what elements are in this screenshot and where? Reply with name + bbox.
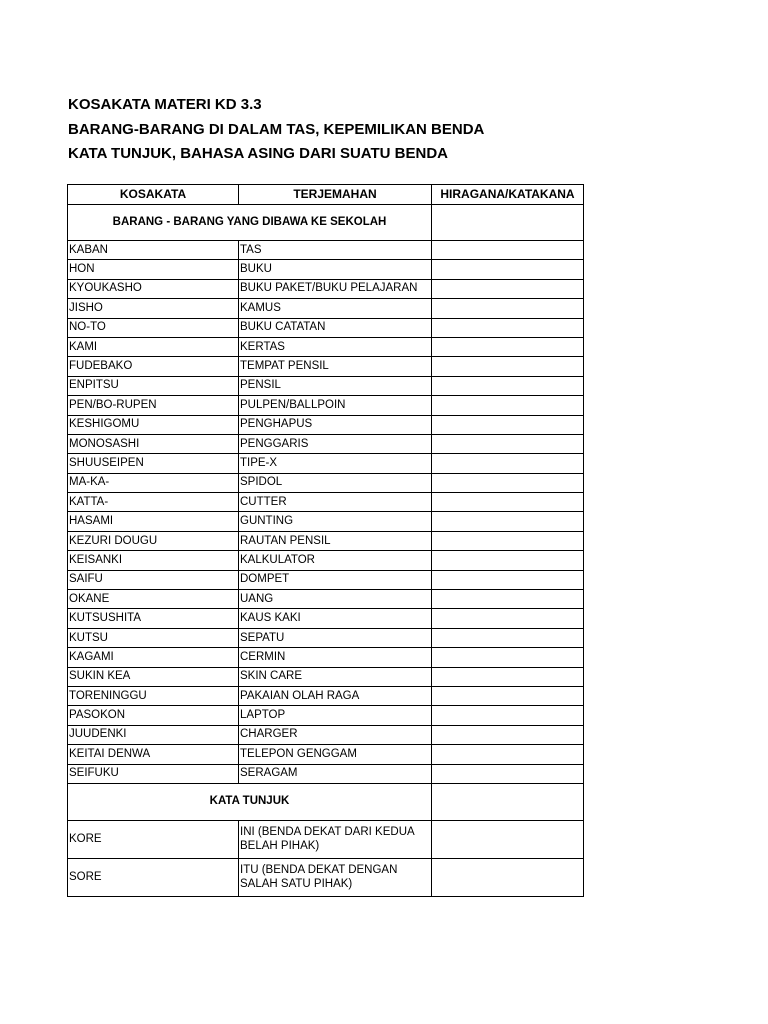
hiragana-cell: [432, 454, 584, 473]
table-row: [68, 764, 584, 783]
hiragana-cell: [432, 376, 584, 395]
terjemahan-cell: INI (BENDA DEKAT DARI KEDUA BELAH PIHAK): [239, 820, 432, 858]
hiragana-cell: [432, 473, 584, 492]
table-row: [68, 299, 584, 318]
table-row: [68, 512, 584, 531]
document-title-block: [68, 93, 484, 167]
terjemahan-cell: SKIN CARE: [239, 667, 432, 686]
kosakata-cell: KABAN: [68, 241, 239, 260]
table-row: [68, 706, 584, 725]
hiragana-cell: [432, 299, 584, 318]
table-row: [68, 337, 584, 356]
terjemahan-cell: TELEPON GENGGAM: [239, 745, 432, 764]
table-row: [68, 376, 584, 395]
terjemahan-cell: LAPTOP: [239, 706, 432, 725]
terjemahan-cell: TAS: [239, 241, 432, 260]
table-row: [68, 279, 584, 298]
terjemahan-cell: BUKU PAKET/BUKU PELAJARAN: [239, 279, 432, 298]
kosakata-cell: KAGAMI: [68, 648, 239, 667]
header-kosakata: KOSAKATA: [68, 185, 239, 205]
hiragana-cell: [432, 551, 584, 570]
header-hiragana-katakana: HIRAGANA/KATAKANA: [432, 185, 584, 205]
terjemahan-cell: BUKU CATATAN: [239, 318, 432, 337]
kosakata-cell: SHUUSEIPEN: [68, 454, 239, 473]
hiragana-cell: [432, 531, 584, 550]
kosakata-cell: SEIFUKU: [68, 764, 239, 783]
kosakata-cell: OKANE: [68, 590, 239, 609]
kosakata-cell: MONOSASHI: [68, 434, 239, 453]
table-row: [68, 531, 584, 550]
document-title-line-1: KOSAKATA MATERI KD 3.3: [68, 96, 262, 113]
hiragana-cell: [432, 396, 584, 415]
hiragana-cell: [432, 745, 584, 764]
table-row: [68, 609, 584, 628]
kosakata-cell: KORE: [68, 820, 239, 858]
terjemahan-cell: PULPEN/BALLPOIN: [239, 396, 432, 415]
hiragana-cell: [432, 512, 584, 531]
kosakata-cell: KEISANKI: [68, 551, 239, 570]
kosakata-cell: PASOKON: [68, 706, 239, 725]
terjemahan-cell: PENSIL: [239, 376, 432, 395]
table-row: [68, 570, 584, 589]
terjemahan-cell: SERAGAM: [239, 764, 432, 783]
table-row: [68, 260, 584, 279]
kosakata-cell: FUDEBAKO: [68, 357, 239, 376]
section-row-barang: [68, 205, 584, 241]
kosakata-cell: NO-TO: [68, 318, 239, 337]
kosakata-cell: KEZURI DOUGU: [68, 531, 239, 550]
hiragana-cell: [432, 609, 584, 628]
terjemahan-cell: SEPATU: [239, 628, 432, 647]
hiragana-cell: [432, 590, 584, 609]
terjemahan-cell: SPIDOL: [239, 473, 432, 492]
terjemahan-cell: CUTTER: [239, 493, 432, 512]
terjemahan-cell: PENGHAPUS: [239, 415, 432, 434]
table-row: [68, 396, 584, 415]
kosakata-cell: KATTA-: [68, 493, 239, 512]
kosakata-cell: KAMI: [68, 337, 239, 356]
section-title-barang: BARANG - BARANG YANG DIBAWA KE SEKOLAH: [68, 205, 432, 241]
terjemahan-cell: UANG: [239, 590, 432, 609]
table-row: [68, 318, 584, 337]
kosakata-cell: MA-KA-: [68, 473, 239, 492]
table-row: [68, 434, 584, 453]
table-row: [68, 493, 584, 512]
table-body: [68, 205, 584, 897]
terjemahan-cell: GUNTING: [239, 512, 432, 531]
table-row: [68, 454, 584, 473]
hiragana-cell: [432, 628, 584, 647]
terjemahan-cell: PENGGARIS: [239, 434, 432, 453]
table-row: [68, 357, 584, 376]
terjemahan-cell: PAKAIAN OLAH RAGA: [239, 686, 432, 705]
hiragana-cell: [432, 648, 584, 667]
terjemahan-cell: TIPE-X: [239, 454, 432, 473]
document-title-line-3: KATA TUNJUK, BAHASA ASING DARI SUATU BENDA: [68, 145, 448, 162]
hiragana-cell: [432, 764, 584, 783]
kosakata-cell: PEN/BO-RUPEN: [68, 396, 239, 415]
terjemahan-cell: DOMPET: [239, 570, 432, 589]
table-row: [68, 648, 584, 667]
hiragana-cell: [432, 706, 584, 725]
kosakata-cell: SUKIN KEA: [68, 667, 239, 686]
hiragana-cell: [432, 415, 584, 434]
kosakata-cell: ENPITSU: [68, 376, 239, 395]
hiragana-cell: [432, 241, 584, 260]
hiragana-cell: [432, 357, 584, 376]
terjemahan-cell: TEMPAT PENSIL: [239, 357, 432, 376]
hiragana-cell: [432, 434, 584, 453]
table-row: [68, 415, 584, 434]
terjemahan-cell: CERMIN: [239, 648, 432, 667]
section-title-kata-tunjuk: KATA TUNJUK: [68, 783, 432, 820]
table-row: [68, 820, 584, 858]
header-terjemahan: TERJEMAHAN: [239, 185, 432, 205]
terjemahan-cell: KAMUS: [239, 299, 432, 318]
hiragana-cell: [432, 260, 584, 279]
table-row: [68, 667, 584, 686]
kosakata-cell: KEITAI DENWA: [68, 745, 239, 764]
vocabulary-table: [67, 184, 584, 897]
table-row: [68, 628, 584, 647]
terjemahan-cell: KERTAS: [239, 337, 432, 356]
hiragana-cell: [432, 318, 584, 337]
table-row: [68, 686, 584, 705]
hiragana-cell: [432, 493, 584, 512]
hiragana-cell: [432, 667, 584, 686]
table-row: [68, 858, 584, 896]
hiragana-cell: [432, 337, 584, 356]
kosakata-cell: SORE: [68, 858, 239, 896]
kosakata-cell: SAIFU: [68, 570, 239, 589]
table-row: [68, 745, 584, 764]
hiragana-cell: [432, 570, 584, 589]
hiragana-cell: [432, 820, 584, 858]
terjemahan-cell: CHARGER: [239, 725, 432, 744]
section-row-kata-tunjuk: [68, 783, 584, 820]
kosakata-cell: HASAMI: [68, 512, 239, 531]
table-row: [68, 241, 584, 260]
terjemahan-cell: RAUTAN PENSIL: [239, 531, 432, 550]
kosakata-cell: JISHO: [68, 299, 239, 318]
kosakata-cell: KUTSUSHITA: [68, 609, 239, 628]
kosakata-cell: KUTSU: [68, 628, 239, 647]
kosakata-cell: TORENINGGU: [68, 686, 239, 705]
table-row: [68, 551, 584, 570]
hiragana-cell: [432, 725, 584, 744]
table-row: [68, 473, 584, 492]
hiragana-cell: [432, 205, 584, 241]
terjemahan-cell: BUKU: [239, 260, 432, 279]
terjemahan-cell: KAUS KAKI: [239, 609, 432, 628]
hiragana-cell: [432, 783, 584, 820]
hiragana-cell: [432, 858, 584, 896]
document-title-line-2: BARANG-BARANG DI DALAM TAS, KEPEMILIKAN BENDA: [68, 120, 485, 138]
table-header-row: [68, 185, 584, 205]
terjemahan-cell: KALKULATOR: [239, 551, 432, 570]
table-row: [68, 725, 584, 744]
hiragana-cell: [432, 686, 584, 705]
terjemahan-cell: ITU (BENDA DEKAT DENGAN SALAH SATU PIHAK): [239, 858, 432, 896]
kosakata-cell: KYOUKASHO: [68, 279, 239, 298]
kosakata-cell: HON: [68, 260, 239, 279]
hiragana-cell: [432, 279, 584, 298]
kosakata-cell: KESHIGOMU: [68, 415, 239, 434]
table-row: [68, 590, 584, 609]
kosakata-cell: JUUDENKI: [68, 725, 239, 744]
